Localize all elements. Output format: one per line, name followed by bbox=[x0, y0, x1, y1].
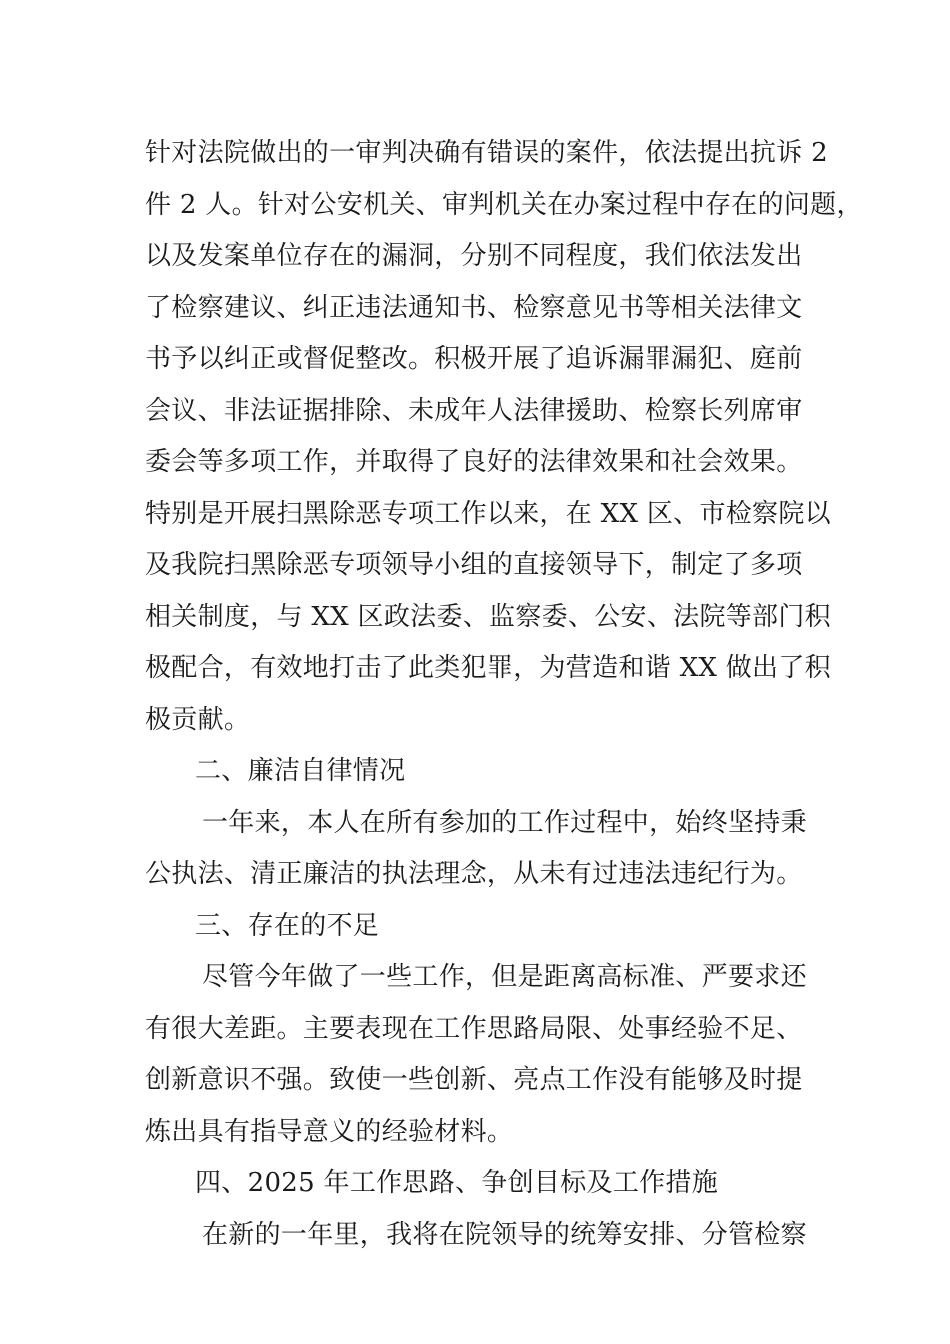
text-line: 一年来，本人在所有参加的工作过程中，始终坚持秉 bbox=[202, 807, 807, 838]
section-heading: 二、廉洁自律情况 bbox=[195, 756, 406, 786]
text-line: 特别是开展扫黑除恶专项工作以来，在 XX 区、市检察院以 bbox=[145, 498, 831, 529]
text-line: 极贡献。 bbox=[145, 704, 251, 735]
text-line: 在新的一年里，我将在院领导的统筹安排、分管检察 bbox=[202, 1219, 807, 1250]
text-line: 及我院扫黑除恶专项领导小组的直接领导下，制定了多项 bbox=[145, 550, 803, 580]
text-line: 尽管今年做了一些工作，但是距离高标准、严要求还 bbox=[202, 962, 807, 992]
text-line: 炼出具有指导意义的经验材料。 bbox=[145, 1116, 514, 1147]
text-line: 件 2 人。针对公安机关、审判机关在办案过程中存在的问题， bbox=[145, 189, 863, 220]
section-heading: 四、2025 年工作思路、争创目标及工作措施 bbox=[195, 1168, 719, 1198]
text-line: 会议、非法证据排除、未成年人法律援助、检察长列席审 bbox=[145, 395, 803, 426]
text-line: 极配合，有效地打击了此类犯罪，为营造和谐 XX 做出了积 bbox=[145, 653, 831, 683]
text-line: 以及发案单位存在的漏洞，分别不同程度，我们依法发出 bbox=[145, 241, 803, 271]
text-line: 书予以纠正或督促整改。积极开展了追诉漏罪漏犯、庭前 bbox=[145, 344, 803, 374]
text-line: 相关制度，与 XX 区政法委、监察委、公安、法院等部门积 bbox=[145, 601, 831, 632]
section-heading: 三、存在的不足 bbox=[195, 910, 380, 941]
document-body bbox=[145, 128, 863, 1261]
text-line: 委会等多项工作，并取得了良好的法律效果和社会效果。 bbox=[145, 447, 803, 477]
text-line: 了检察建议、纠正违法通知书、检察意见书等相关法律文 bbox=[145, 292, 803, 323]
text-line: 针对法院做出的一审判决确有错误的案件，依法提出抗诉 2 bbox=[145, 138, 828, 168]
text-line: 有很大差距。主要表现在工作思路局限、处事经验不足、 bbox=[145, 1013, 803, 1044]
text-line: 公执法、清正廉洁的执法理念，从未有过违法违纪行为。 bbox=[145, 859, 803, 889]
text-line: 创新意识不强。致使一些创新、亮点工作没有能够及时提 bbox=[145, 1065, 803, 1095]
